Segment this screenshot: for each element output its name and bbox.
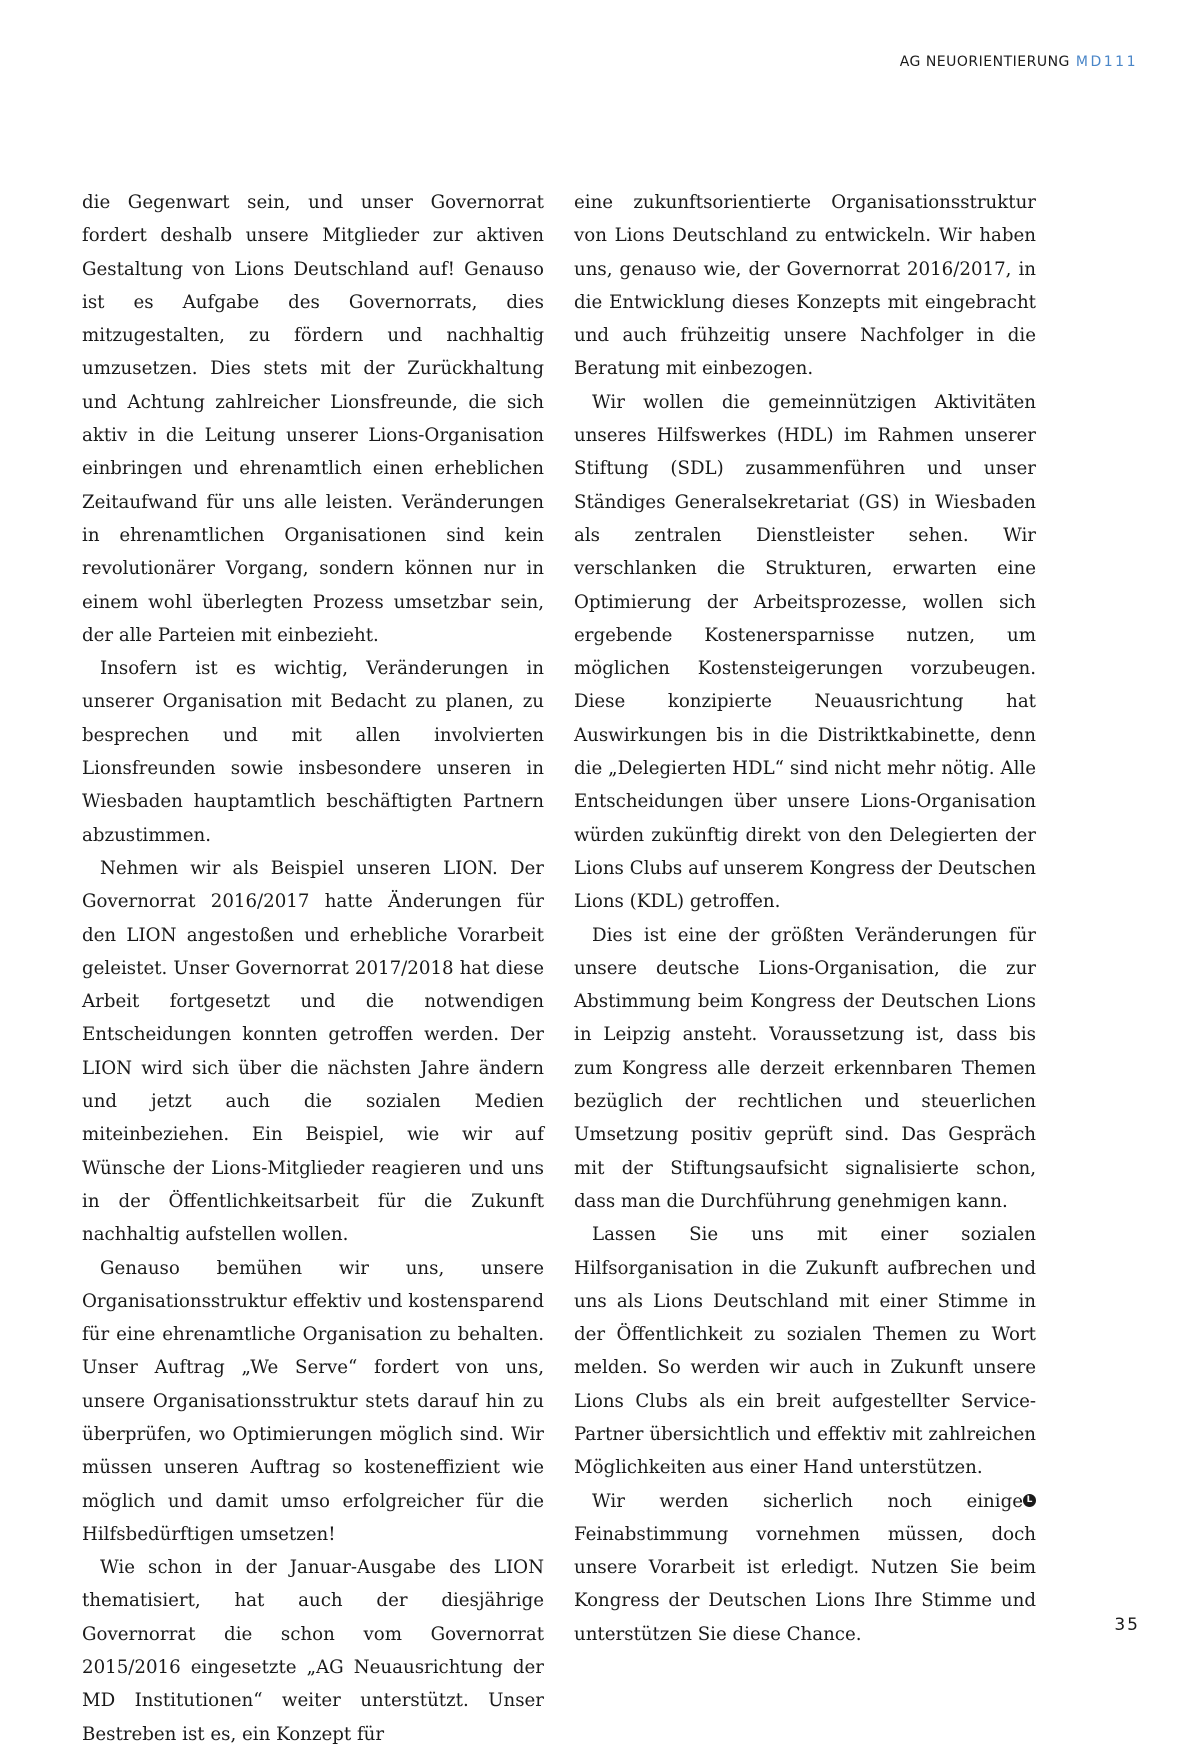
paragraph: Nehmen wir als Beispiel unseren LION. Der Governorrat 2016/2017 hatte Änderungen für den LION angestoßen und erhebliche Vorarbeit geleistet. Unser Governorrat 2017/2018 hat diese Arbeit fortgesetzt und die notwendigen Entscheidungen konnten getroffen werden. Der LION wird sich über die nächsten Jahre ändern und jetzt auch die sozialen Medien miteinbeziehen. Ein Beispiel, wie wir auf Wünsche der Lions-Mitglieder reagieren und uns in der Öffentlichkeitsarbeit für die Zukunft nachhaltig aufstellen wollen. [82,857,544,1246]
section-title: AG NEUORIENTIERUNG [899,54,1070,70]
paragraph: eine zukunftsorientierte Organisationsstruktur von Lions Deutschland zu entwickeln. Wir haben uns, genauso wie, der Governorrat 2016/2017, in die Entwicklung dieses Konzepts mit eingebracht und auch frühzeitig unsere Nachfolger in die Beratung mit einbezogen. [574,192,1036,380]
paragraph: Wir wollen die gemeinnützigen Aktivitäten unseres Hilfswerkes (HDL) im Rahmen unserer Stiftung (SDL) zusammenführen und unser Ständiges Generalsekretariat (GS) in Wiesbaden als zentralen Dienstleister sehen. Wir verschlanken die Strukturen, erwarten eine Optimierung der Arbeitsprozesse, wollen sich ergebende Kostenersparnisse nutzen, um möglichen Kostensteigerungen vorzubeugen. Diese konzipierte Neuausrichtung hat Auswirkungen bis in die Distriktkabinette, denn die „Delegierten HDL“ sind nicht mehr nötig. Alle Entscheidungen über unsere Lions-Organisation würden zukünftig direkt von den Delegierten der Lions Clubs auf unserem Kongress der Deutschen Lions (KDL) getroffen. [574,391,1036,913]
left-column [82,186,544,1751]
paragraph: Wie schon in der Januar-Ausgabe des LION thematisiert, hat auch der diesjährige Governorrat die schon vom Governorrat 2015/2016 eingesetzte „AG Neuausrichtung der MD Institutionen“ weiter unterstützt. Unser Bestreben ist es, ein Konzept für [82,1557,544,1745]
paragraph: Genauso bemühen wir uns, unsere Organisationsstruktur effektiv und kostensparend für eine ehrenamtliche Organisation zu behalten. Unser Auftrag „We Serve“ fordert von uns, unsere Organisationsstruktur stets darauf hin zu überprüfen, wo Optimierungen möglich sind. Wir müssen unseren Auftrag so kosteneffizient wie möglich und damit umso erfolgreicher für die Hilfsbedürftigen umsetzen! [82,1257,544,1545]
paragraph: Dies ist eine der größten Veränderungen für unsere deutsche Lions-Organisation, die zur Abstimmung beim Kongress der Deutschen Lions in Leipzig ansteht. Voraussetzung ist, dass bis zum Kongress alle derzeit erkennbaren Themen bezüglich der rechtlichen und steuerlichen Umsetzung positiv geprüft sind. Das Gespräch mit der Stiftungsaufsicht signalisierte schon, dass man die Durchführung genehmigen kann. [574,924,1036,1212]
lions-end-mark-icon: L [1023,1494,1036,1507]
paragraph: Insofern ist es wichtig, Veränderungen in unserer Organisation mit Bedacht zu planen, zu besprechen und mit allen involvierten Lionsfreunden sowie insbesondere unseren in Wiesbaden hauptamtlich beschäftigten Partnern abzustimmen. [82,658,544,846]
running-header [900,54,1138,70]
last-paragraph-text: Wir werden sicherlich noch einige Feinabstimmung vornehmen müssen, doch unsere Vorarbeit ist erledigt. Nutzen Sie beim Kongress der Deutschen Lions Ihre Stimme und unterstützen Sie diese Chance. [574,1490,1036,1645]
paragraph: Lassen Sie uns mit einer sozialen Hilfsorganisation in die Zukunft aufbrechen und uns als Lions Deutschland mit einer Stimme in der Öffentlichkeit zu sozialen Themen zu Wort melden. So werden wir auch in Zukunft unsere Lions Clubs als ein breit aufgestellter Service-Partner übersichtlich und effektiv mit zahlreichen Möglichkeiten aus einer Hand unterstützen. [574,1224,1036,1479]
paragraph: die Gegenwart sein, und unser Governorrat fordert deshalb unsere Mitglieder zur aktiven Gestaltung von Lions Deutschland auf! Genauso ist es Aufgabe des Governorrats, dies mitzugestalten, zu fördern und nachhaltig umzusetzen. Dies stets mit der Zurückhaltung und Achtung zahlreicher Lionsfreunde, die sich aktiv in die Leitung unserer Lions-Organisation einbringen und ehrenamtlich einen erheblichen Zeitaufwand für uns alle leisten. Veränderungen in ehrenamtlichen Organisationen sind kein revolutionärer Vorgang, sondern können nur in einem wohl überlegten Prozess umsetzbar sein, der alle Parteien mit einbezieht. [82,192,544,646]
right-column [574,186,1036,1651]
last-paragraph [574,1485,1036,1651]
page-number: 35 [1114,1615,1140,1635]
section-code: MD111 [1075,54,1138,70]
